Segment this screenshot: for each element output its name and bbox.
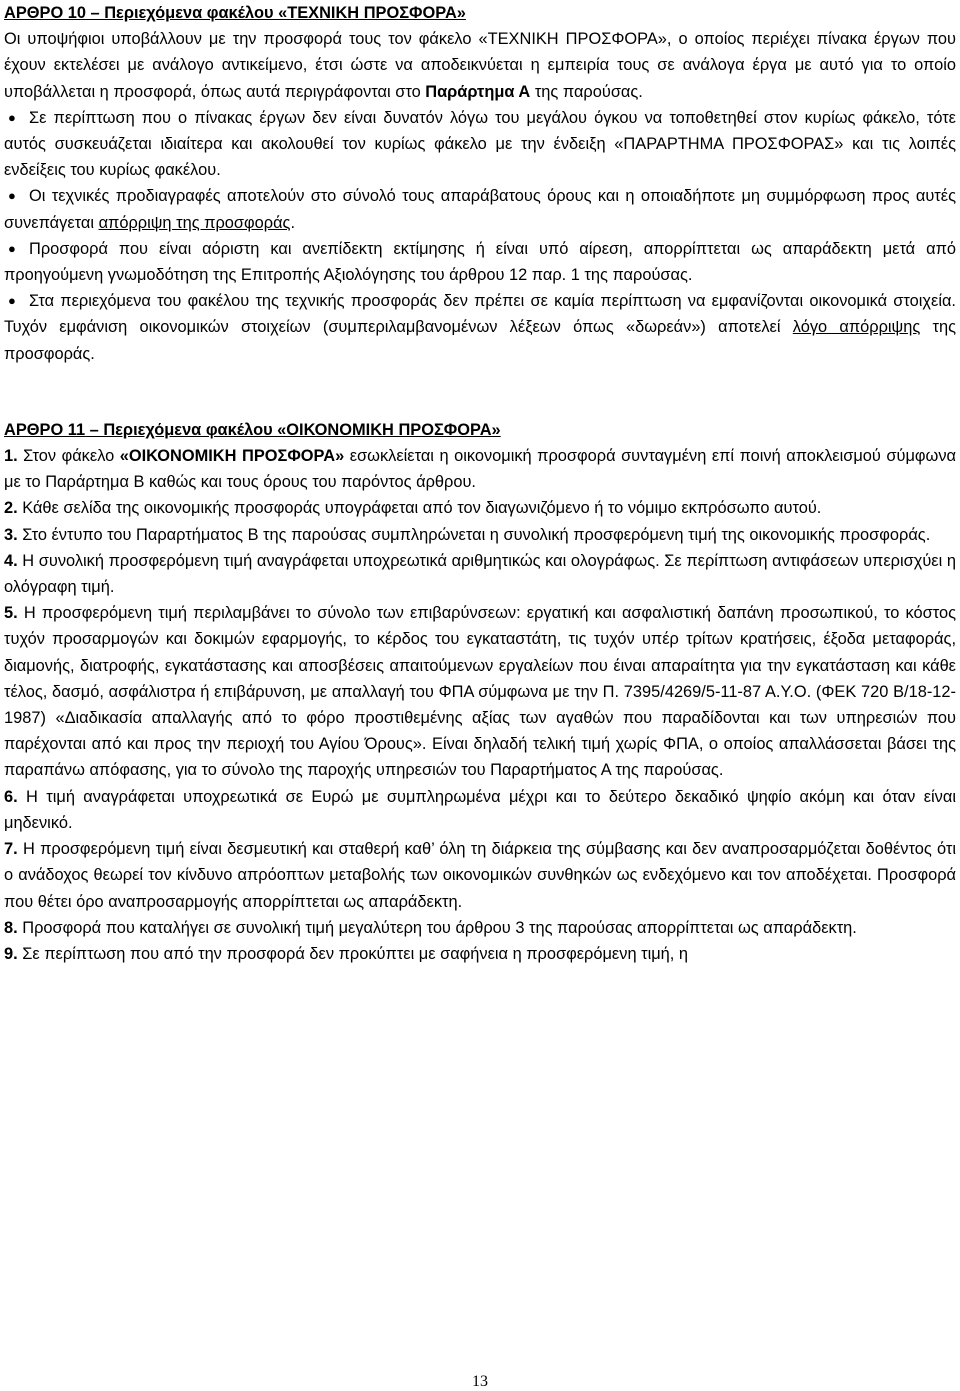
paragraph-5: 5. Η προσφερόμενη τιμή περιλαμβάνει το σύνολο των επιβαρύνσεων: εργατική και ασφαλιστική δαπάνη προσωπικού, το κόστος τυχόν προσαρμογών και δοκιμών εφαρμογής, το κέρδος του εγκαταστάτη, τις τυχόν υπέρ τρίτων κρατήσεις, έξοδα μεταφοράς, διαμονής, διατροφής, εγκατάστασης και αποσβέσεις απαιτούμενων εργαλείων που έιναι απαραίτητα για την εγκατάσταση και κάθε τέλος, δασμό, ασφάλιστρα ή επιβάρυνση, με απαλλαγή του ΦΠΑ σύμφωνα με την Π. 7395/4269/5-11-87 Α.Υ.Ο. (ΦΕΚ 720 Β/18-12-1987) «Διαδικασία απαλλαγής από το φόρο προστιθεμένης αξίας των αγαθών που παραδίδονται και των υπηρεσιών που παρέχονται από και προς την περιοχή του Αγίου Όρους». Είναι δηλαδή τελική τιμή χωρίς ΦΠΑ, ο οποίος απαλλάσσεται βάσει της παραπάνω απόφασης, για το σύνολο της παροχής υπηρεσιών του Παραρτήματος Α της παρούσας.: [4, 604, 956, 780]
paragraph-7: 7. Η προσφερόμενη τιμή είναι δεσμευτική και σταθερή καθ’ όλη τη διάρκεια της σύμβασης και δεν αναπροσαρμόζεται δοθέντος ότι ο ανάδοχος θεωρεί τον κίνδυνο απρόοπτων μεταβολής των οικονομικών συνθηκών ως ενδεχόμενο και τον αποδέχεται. Προσφορά που θέτει όρο αναπροσαρμογής απορρίπτεται ως απαράδεκτη.: [4, 840, 956, 911]
paragraph-9: 9. Σε περίπτωση που από την προσφορά δεν προκύπτει με σαφήνεια η προσφερόμενη τιμή, η: [4, 944, 689, 963]
article-10-label: ΑΡΘΡΟ 10: [4, 4, 86, 22]
article-10-intro: Οι υποψήφιοι υποβάλλουν με την προσφορά τους τον φάκελο «ΤΕΧΝΙΚΗ ΠΡΟΣΦΟΡΑ», ο οποίος περιέχει πίνακα έργων που έχουν εκτελέσει με ανάλογο αντικείμενο, έτσι ώστε να αποδεικνύεται η εμπειρία τους σε ανάλογα έργα με αυτό για το οποίο υποβάλλεται η προσφορά, όπως αυτά περιγράφονται στο Παράρτημα Α της παρούσας.: [4, 30, 956, 101]
annex-a-reference: Παράρτημα Α: [425, 82, 531, 101]
bullet-item: ● Στα περιεχόμενα του φακέλου της τεχνικής προσφοράς δεν πρέπει σε καμία περίπτωση να εμφανίζονται οικονομικά στοιχεία. Τυχόν εμφάνιση οικονομικών στοιχείων (συμπεριλαμβανομένων λέξεων όπως «δωρεάν») αποτελεί λόγο απόρριψης της προσφοράς.: [4, 288, 956, 367]
bullet-icon: ●: [8, 188, 16, 204]
rejection-reason-underlined: λόγο απόρριψης: [792, 318, 921, 337]
article-10-title: – Περιεχόμενα φακέλου «ΤΕΧΝΙΚΗ ΠΡΟΣΦΟΡΑ»: [86, 4, 466, 22]
bullet-item: ● Σε περίπτωση που ο πίνακας έργων δεν είναι δυνατόν λόγω του μεγάλου όγκου να τοποθετηθεί στον κυρίως φάκελο, τότε αυτός συσκευάζεται ιδιαίτερα και ακολουθεί τον κυρίως φάκελο με την ένδειξη «ΠΑΡΑΡΤΗΜΑ ΠΡΟΣΦΟΡΑΣ» και τις λοιπές ενδείξεις του κυρίως φακέλου.: [4, 105, 956, 184]
paragraph-3: 3. Στο έντυπο του Παραρτήματος Β της παρούσας συμπληρώνεται η συνολική προσφερόμενη τιμή της οικονομικής προσφοράς.: [4, 525, 931, 544]
bullet-item: ● Προσφορά που είναι αόριστη και ανεπίδεκτη εκτίμησης ή είναι υπό αίρεση, απορρίπτεται ως απαράδεκτη μετά από προηγούμενη γνωμοδότηση της Επιτροπής Αξιολόγησης του άρθρου 12 παρ. 1 της παρούσας.: [4, 236, 956, 288]
paragraph-8: 8. Προσφορά που καταλήγει σε συνολική τιμή μεγαλύτερη του άρθρου 3 της παρούσας απορρίπτεται ως απαράδεκτη.: [4, 918, 857, 937]
paragraph-1: 1. Στον φάκελο «ΟΙΚΟΝΟΜΙΚΗ ΠΡΟΣΦΟΡΑ» εσωκλείεται η οικονομική προσφορά συνταγμένη επί ποινή αποκλεισμού σύμφωνα με το Παράρτημα Β καθώς και τους όρους του παρόντος άρθρου.: [4, 447, 957, 492]
rejection-underlined: απόρριψη της προσφοράς: [98, 213, 291, 232]
article-11-title: – Περιεχόμενα φακέλου «ΟΙΚΟΝΟΜΙΚΗ ΠΡΟΣΦΟΡΑ»: [85, 420, 501, 439]
paragraph-2: 2. Κάθε σελίδα της οικονομικής προσφοράς υπογράφεται από τον διαγωνιζόμενο ή το νόμιμο εκπρόσωπο αυτού.: [4, 499, 822, 518]
paragraph-4: 4. Η συνολική προσφερόμενη τιμή αναγράφεται υποχρεωτικά αριθμητικώς και ολογράφως. Σε περίπτωση αντιφάσεων υπερισχύει η ολόγραφη τιμή.: [4, 551, 956, 597]
article-11-heading: [4, 417, 956, 443]
bullet-icon: ●: [8, 109, 16, 125]
article-10-heading: [4, 0, 956, 26]
bullet-icon: ●: [8, 240, 16, 256]
article-11-label: ΑΡΘΡΟ 11: [4, 420, 86, 439]
bullet-item: ● Οι τεχνικές προδιαγραφές αποτελούν στο σύνολό τους απαράβατους όρους και η οποιαδήποτε μη συμμόρφωση προς αυτές συνεπάγεται απόρριψη της προσφοράς.: [4, 183, 956, 235]
document-page: [4, 0, 956, 967]
section-gap: [4, 367, 956, 417]
bullet-icon: ●: [8, 293, 16, 309]
paragraph-6: 6. Η τιμή αναγράφεται υποχρεωτικά σε Ευρώ με συμπληρωμένα μέχρι και το δεύτερο δεκαδικό ψηφίο ακόμη και όταν είναι μηδενικό.: [4, 787, 956, 832]
page-number: 13: [472, 1373, 488, 1390]
